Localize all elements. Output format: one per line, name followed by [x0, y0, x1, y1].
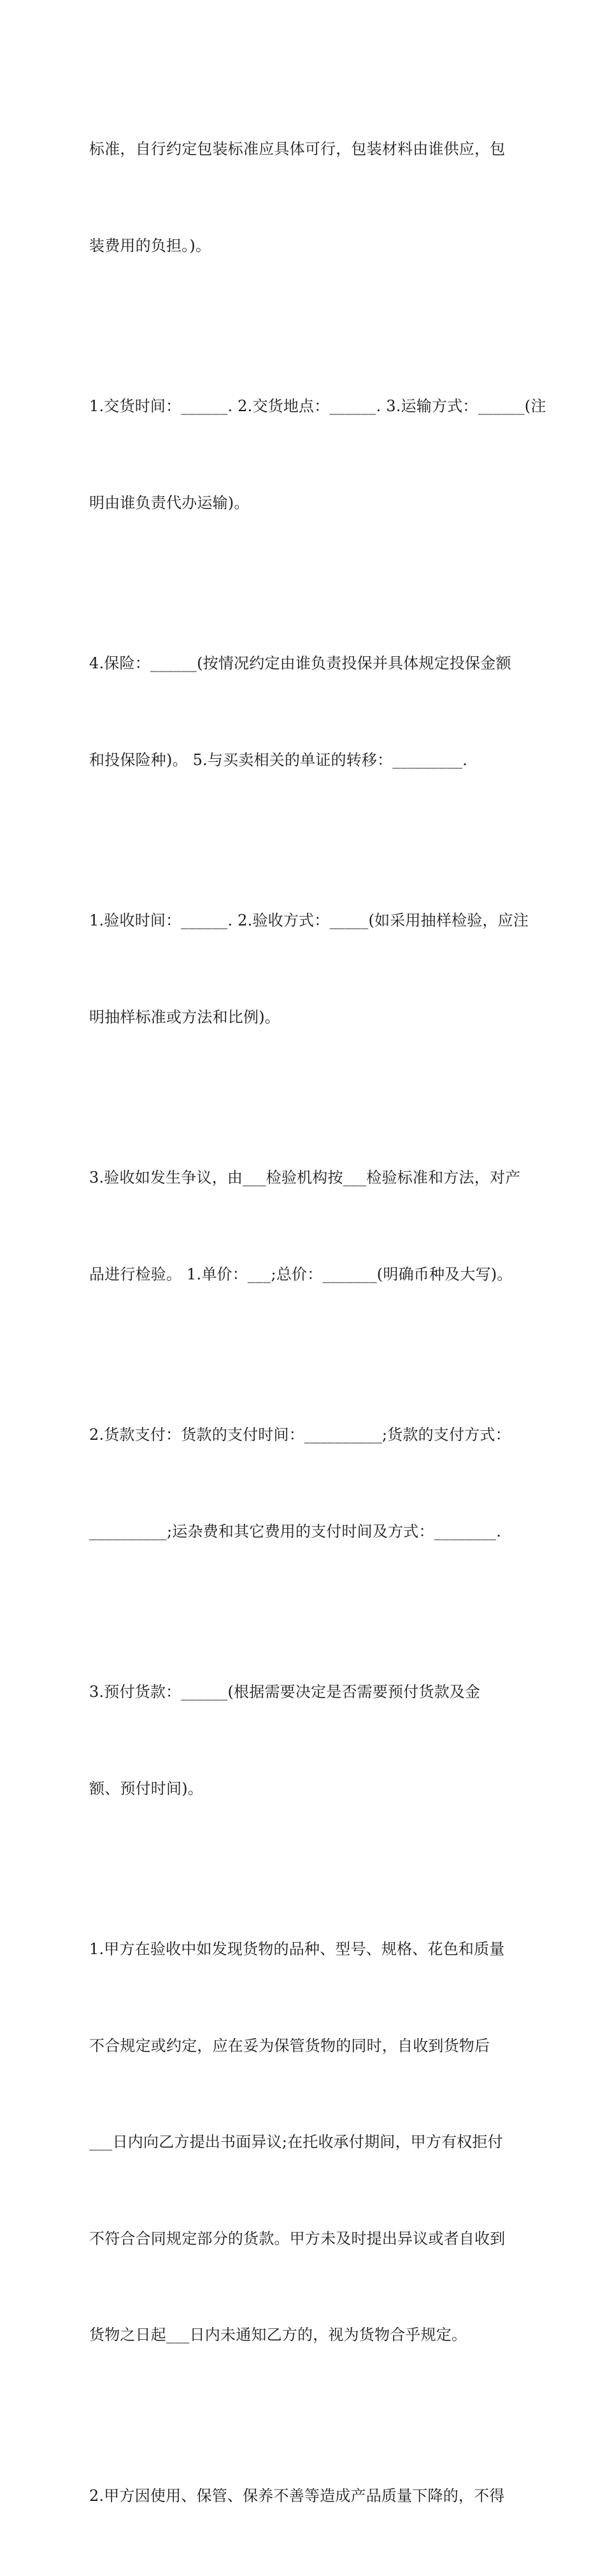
text-line: 标准，自行约定包装标准应具体可行，包装材料由谁供应，包 — [89, 133, 519, 165]
text-line: 2.货款支付：货款的支付时间：__________;货款的支付方式： — [89, 1419, 519, 1451]
text-line: 明由谁负责代办运输)。 — [89, 487, 519, 519]
text-line: 1.验收时间：______. 2.验收方式：_____(如采用抽样检验，应注 — [89, 904, 519, 937]
text-line: 装费用的负担。)。 — [89, 230, 519, 262]
paragraph-delivery-terms — [89, 326, 519, 583]
paragraph-payment — [89, 1355, 519, 1612]
text-line: 4.保险：______(按情况约定由谁负责投保并具体规定投保金额 — [89, 647, 519, 680]
paragraph-quality-decline — [89, 2416, 519, 2576]
paragraph-quality-objection — [89, 1869, 519, 2416]
text-line: 和投保险种)。 5.与买卖相关的单证的转移：_________. — [89, 744, 519, 777]
text-line: 品进行检验。 1.单价：___;总价：_______(明确币种及大写)。 — [89, 1258, 519, 1291]
text-line: 不符合合同规定部分的货款。甲方未及时提出异议或者自收到 — [89, 2223, 519, 2255]
text-line: 货物之日起___日内未通知乙方的，视为货物合乎规定。 — [89, 2319, 519, 2351]
paragraph-inspection-dispute-price — [89, 1097, 519, 1355]
text-line: 3.验收如发生争议，由___检验机构按___检验标准和方法，对产 — [89, 1162, 519, 1194]
paragraph-inspection-method — [89, 840, 519, 1097]
text-line: 1.交货时间：______. 2.交货地点：______. 3.运输方式：______(注 — [89, 390, 519, 423]
text-line: ___日内向乙方提出书面异议;在托收承付期间，甲方有权拒付 — [89, 2126, 519, 2158]
paragraph-packaging-standard — [89, 69, 519, 326]
paragraph-insurance — [89, 583, 519, 840]
text-line: 不合规定或约定，应在妥为保管货物的同时，自收到货物后 — [89, 2030, 519, 2062]
paragraph-prepayment — [89, 1612, 519, 1869]
text-line: 额、预付时间)。 — [89, 1773, 519, 1805]
text-line: 2.甲方因使用、保管、保养不善等造成产品质量下降的，不得 — [89, 2480, 519, 2512]
text-line: __________;运杂费和其它费用的支付时间及方式：________. — [89, 1516, 519, 1548]
text-line: 1.甲方在验收中如发现货物的品种、型号、规格、花色和质量 — [89, 1933, 519, 1966]
text-line: 明抽样标准或方法和比例)。 — [89, 1001, 519, 1034]
document-body — [89, 69, 519, 2576]
document-page — [0, 0, 605, 782]
text-line: 3.预付货款：______(根据需要决定是否需要预付货款及金 — [89, 1676, 519, 1708]
